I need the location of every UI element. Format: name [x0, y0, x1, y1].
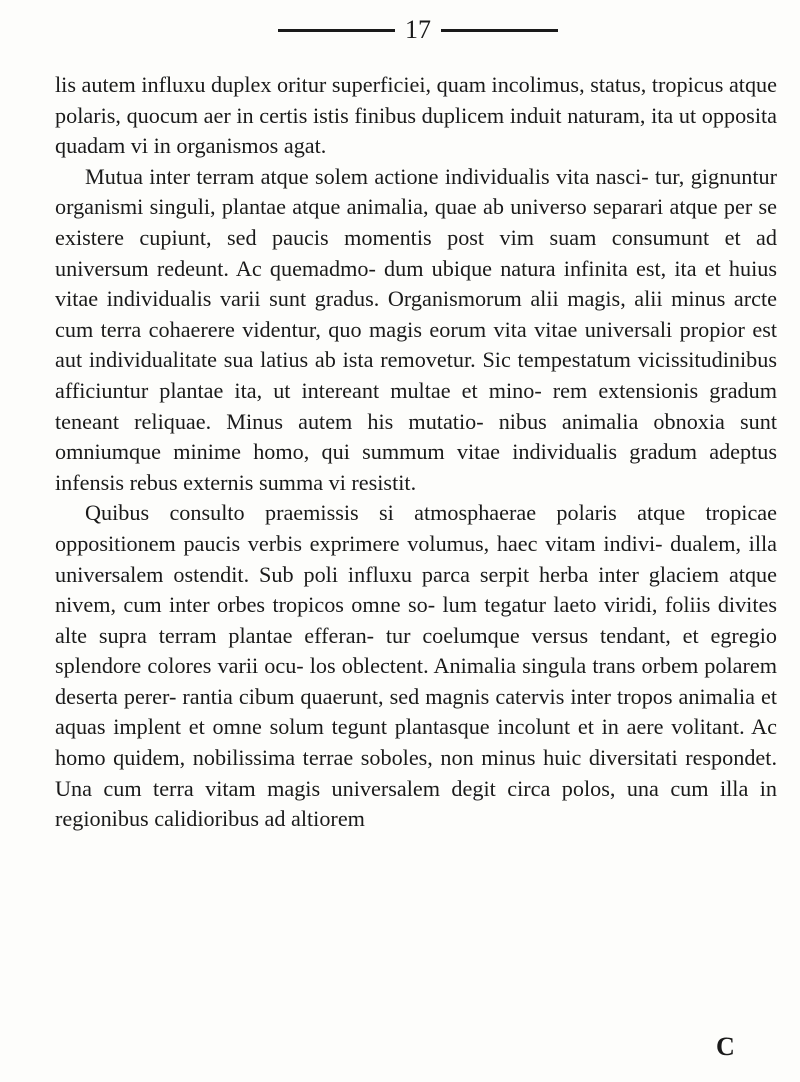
- header-rule-left: [278, 29, 395, 32]
- page-number: 17: [405, 15, 431, 44]
- paragraph-3: Quibus consulto praemissis si atmosphaerae polaris atque tropicae oppositionem paucis verbis exprimere volumus, haec vitam indivi- dualem, illa universalem ostendit. Sub poli influxu parca serpit herba inter glaciem atque nivem, cum inter orbes tropicos omne so- lum tegatur laeto viridi, foliis divites alte supra terram plantae efferan- tur coelumque versus tendant, et egregio splendore colores varii ocu- los oblectent. Animalia singula trans orbem polarem deserta perer- rantia cibum quaerunt, sed magnis catervis inter tropos animalia et aquas implent et omne solum tegunt plantasque incolunt et in aere volitant. Ac homo quidem, nobilissima terrae soboles, non minus huic diversitati respondet. Una cum terra vitam magis universalem degit circa polos, una cum illa in regionibus calidioribus ad altiorem: [55, 500, 777, 832]
- body-text: [55, 70, 777, 835]
- paragraph-2: Mutua inter terram atque solem actione individualis vita nasci- tur, gignuntur organismi singuli, plantae atque animalia, quae ab universo separari atque per se existere cupiunt, sed paucis momentis post vim suam consumunt et ad universum redeunt. Ac quemadmo- dum ubique natura infinita est, ita et huius vitae individualis varii sunt gradus. Organismorum alii magis, alii minus arcte cum terra cohaerere videntur, quo magis eorum vita vitae universali propior est aut individualitate sua latius ab ista removetur. Sic tempestatum vicissitudinibus afficiuntur plantae ita, ut intereant multae et mino- rem extensionis gradum teneant reliquae. Minus autem his mutatio- nibus animalia obnoxia sunt omniumque minime homo, qui summum vitae individualis gradum adeptus infensis rebus externis summa vi resistit.: [55, 163, 777, 495]
- header-rule-right: [441, 29, 558, 32]
- paragraph-1: lis autem influxu duplex oritur superficiei, quam incolimus, status, tropicus atque polaris, quocum aer in certis istis finibus duplicem induit naturam, ita ut opposita quadam vi in organismos agat.: [55, 72, 777, 159]
- page-header: [278, 14, 558, 46]
- signature-mark: C: [716, 1032, 735, 1061]
